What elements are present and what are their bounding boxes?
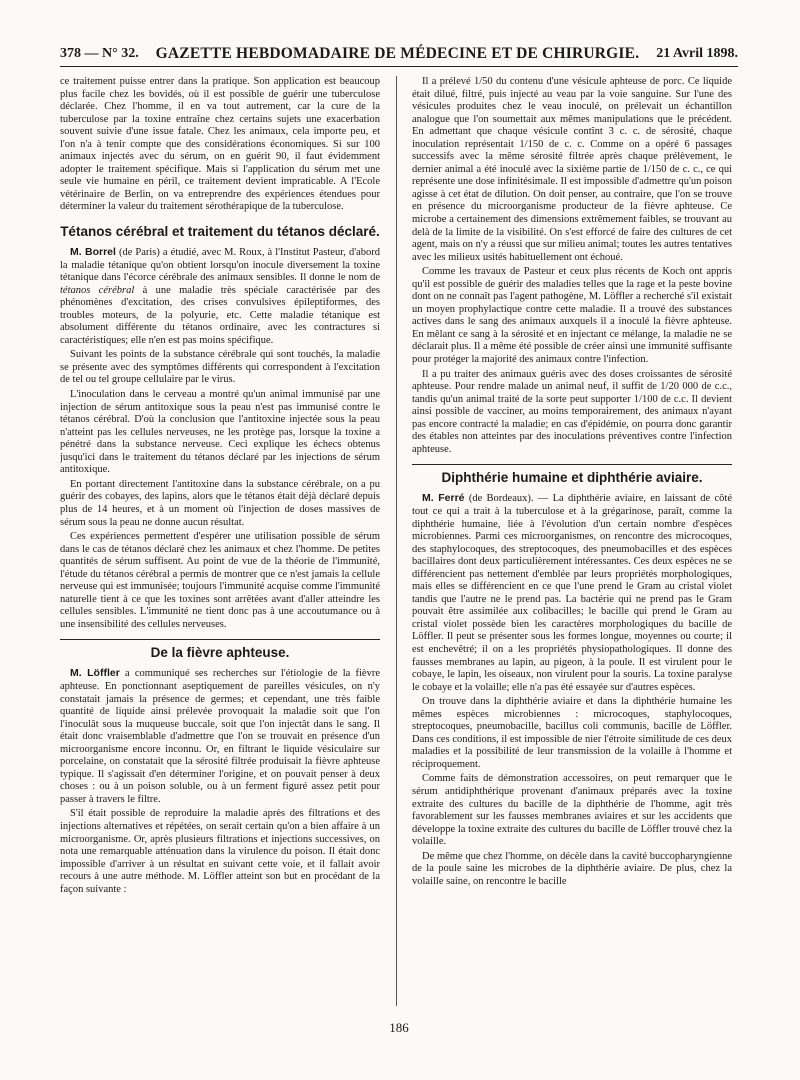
header-left (60, 46, 139, 62)
issue-number: — N° 32. (84, 46, 139, 61)
page-number: 378 (60, 46, 81, 61)
tetanos-p1-italic: tétanos cérébral (60, 284, 135, 296)
author-borrel: M. Borrel (70, 246, 116, 259)
journal-page (60, 30, 738, 1070)
tetanos-p1-text: (de Paris) a étudié, avec M. Roux, à l'Institut Pasteur, d'abord la maladie tétanique qu'on obtient lorsqu'on inocule diversement la toxine tétanique dans l'écorce cérébrale des animaux sensibles. Il donne le nom de (60, 247, 380, 284)
tetanos-paragraph-5: Ces expériences permettent d'espérer une utilisation possible de sérum dans le cas de tétanos déclaré chez les animaux et chez l'homme. De petites quantités de sérum suffisent. Au point de vue de la théorie de l'immunité, l'étude du tétanos cérébral a permis de montrer que ce n'est jamais la cellule nerveuse qui est immunisée; toujours l'immunité acquise comme l'immunité naturelle tient à ce que les toxines sont arrêtées avant d'aller atteindre les cellules sensibles. L'immunité ne tient donc pas à une accoutumance ou à une insensibilité des cellules nerveuses. (60, 531, 380, 630)
tetanos-paragraph-4: En portant directement l'antitoxine dans la substance cérébrale, on a pu guérir des cobayes, des lapins, alors que le tétanos était déjà déclaré depuis plus de 14 heures, et à un moment où l'injection de doses massives de sérum sous la peau ne donne aucun résultat. (60, 478, 380, 528)
issue-date: 21 Avril 1898. (656, 46, 738, 61)
right-column (412, 76, 732, 1006)
aphteuse-paragraph-1 (60, 667, 380, 806)
running-header (60, 42, 738, 67)
diphtherie-p1-text: (de Bordeaux). — La diphthérie aviaire, en laissant de côté tout ce qui a trait à la tuberculose et à la grégarinose, paraît, comme la diphthérie humaine, liée à l'évolution d'un certain nombre d'espèces microbiennes. Parmi ces microorganismes, on rencontre des microcoques, des staphylocoques, des streptocoques, des pneumobacilles et des espèces bacillaires dont deux particulièrement intéressantes. Ces deux espèces ne se différencient pas nettement d'emblée par leurs propriétés morphologiques, mais elles se différencient en ce que l'une prend le Gram au cristal violet tandis que l'autre ne le prend pas. La bactérie qui ne prend pas le Gram pouvait être assimilée aux colibacilles; le bacille qui prend le Gram au cristal violet possède bien les caractères morphologiques du bacille de Löffler. Il peut se présenter sous les formes longue, moyennes ou courte; il est enchevêtré; il on a les propriétés physiopathologiques. Il donne des fausses membranes au lapin, au pigeon, à la poule. Il est virulent pour le cobaye, le lapin, les oiseaux, non virulent pour la souris. La toxine paralyse le cobaye et la volaille; elle n'a pas été essayée sur d'autres espèces. (412, 493, 732, 693)
intro-paragraph: ce traitement puisse entrer dans la pratique. Son application est beaucoup plus facile chez les bovidés, où il est possible de guérir une tuberculose déclarée. Chez l'homme, il en va tout autrement, car la cure de la tuberculose par la toxine entraîne chez certains sujets une exacerbation souvent suivie d'une issue fatale. Chez les animaux, cela importe peu, et l'on n'a à tenir compte que des considérations économiques. Si sur 100 animaux injectés avec du sérum, on en guérit 90, il faut évidemment adopter le traitement spécifique. Mais si l'application du sérum met une seule vie humaine en péril, ce traitement devient impraticable. A l'Ecole vétérinaire de Berlin, on va entreprendre des expériences étendues pour déterminer la valeur du traitement sérothérapique de la tuberculose. (60, 76, 380, 213)
column-divider (396, 76, 397, 1006)
diphtherie-paragraph-4: De même que chez l'homme, on décèle dans la cavité buccopharyngienne de la poule saine les microbes de la diphthérie aviaire. De plus, chez la volaille saine, on rencontre le bacille (412, 850, 732, 887)
folio-number: 186 (389, 1020, 409, 1035)
author-ferre: M. Ferré (422, 492, 465, 505)
tetanos-paragraph-2: Suivant les points de la substance cérébrale qui sont touchés, la maladie se présente avec des symptômes différents qui correspondent à l'excitation de tel ou tel groupe cellulaire par le virus. (60, 349, 380, 386)
aphteuse-paragraph-5: Il a pu traiter des animaux guéris avec des doses croissantes de sérosité aphteuse. Pour rendre malade un animal neuf, il suffit de 1/20 000 de c.c., tandis qu'un animal traité de la sorte peut supporter 1/100 de c.c. Il devient ainsi possible de vacciner, au moins temporairement, des animaux n'ayant pas encore contracté la maladie; en cas d'épidémie, on pourra donc garantir des étables non atteintes par des inoculations préventives contre l'infection aphteuse. (412, 368, 732, 455)
section-heading-diphtherie: Diphthérie humaine et diphthérie aviaire. (412, 464, 732, 486)
tetanos-paragraph-3: L'inoculation dans le cerveau a montré qu'un animal immunisé par une injection de sérum antitoxique sous la peau n'est pas immunisé contre le tétanos cérébral. D'où la conclusion que l'antitoxine injectée sous la peau n'atteint pas les cellules nerveuses, ne les protège pas, lorsque la toxine a pénétré dans la substance nerveuse. Ceci explique les échecs obtenus jusqu'ici dans le traitement du tétanos déclaré par les injections de sérum antitoxique. (60, 389, 380, 476)
diphtherie-paragraph-3: Comme faits de démonstration accessoires, on peut remarquer que le sérum antidiphthérique provenant d'animaux préparés avec la toxine extraite des cultures du bacille de la diphthérie de l'homme, agit très favorablement sur les fausses membranes aviaires et sur les accidents que développe la toxine extraite des cultures du bacille de Löffler trouvé chez la volaille. (412, 773, 732, 848)
aphteuse-p1-text: a communiqué ses recherches sur l'étiologie de la fièvre aphteuse. En ponctionnant aseptiquement de pareilles vésicules, on n'y constatait jamais la présence de germes; et cependant, une très faible quantité de liquide ainsi prélevée provoquait la maladie soit que l'on l'inoculât sous la muqueuse buccale, soit que l'on injectât dans le sang. Il était donc vraisemblable d'admettre que l'on se trouvait en présence d'un microorganisme encore inconnu. Or, en filtrant le liquide vésiculaire sur porcelaine, on constatait que la sérosité filtrée produisait la fièvre aphteuse typique. Il s'agissait d'en déterminer l'origine, et on pouvait penser à deux choses : ou à un poison soluble, ou à un ferment figuré assez petit pour passer à travers le filtre. (60, 668, 380, 805)
left-column (60, 76, 380, 1006)
aphteuse-paragraph-4: Comme les travaux de Pasteur et ceux plus récents de Koch ont appris qu'il est possible de guérir des maladies telles que la rage et la peste bovine dont on ne connaît pas l'agent pathogène, M. Löffler a recherché s'il existait un moyen prophylactique contre cette maladie. Il a trouvé des substances actives dans le sang des animaux auxquels il a inoculé la fièvre aphteuse. En mêlant ce sang à la sérosité et en injectant ce mélange, la maladie ne se déclarait plus. Il a même été possible de créer ainsi une immunité suffisante pour protéger la majorité des animaux contre l'infection. (412, 266, 732, 366)
aphteuse-paragraph-3: Il a prélevé 1/50 du contenu d'une vésicule aphteuse de porc. Ce liquide était dilué, filtré, puis injecté au veau par la voie sanguine. Sur l'une des vésicules produites chez le veau inoculé, on prélevait un échantillon analogue que l'on soumettait aux mêmes manipulations que le précédent. En admettant que chaque vésicule contînt 3 c. c. de sérosité, chaque inoculation représentait 1/150 de c. c. Comme on a opéré 6 passages successifs avec la même sérosité filtrée après chaque prélèvement, le dernier animal a été inoculé avec la sixième partie de 1/150 de c. c., ce qui représente une dose infinitésimale. Il est impossible d'admettre qu'un poison agisse à cet état de dilution. On doit penser, au contraire, que l'on se trouve en présence du microorganisme producteur de la fièvre aphteuse. Ce microbe a certainement des dimensions extrêmement faibles, se trouvant au delà de la limite de la visibilité. On s'est efforcé de faire des cultures de cet agent, mais on n'y a réussi que sur milieu animal; toutes les autres tentatives avec les milieux usités habituellement ont échoué. (412, 76, 732, 263)
section-heading-fievre-aphteuse: De la fièvre aphteuse. (60, 639, 380, 661)
tetanos-paragraph-1 (60, 246, 380, 347)
author-loffler: M. Löffler (70, 667, 120, 680)
diphtherie-paragraph-1 (412, 492, 732, 694)
tetanos-p1-end: à une maladie très spéciale caractérisée par des phénomènes d'excitation, des crises convulsives épileptiformes, des troubles moteurs, de la polyurie, etc. Cette maladie tétanique est absolument différente du tétanos ordinaire, avec les contractures si caractéristiques; elle n'en est pas moins spécifique. (60, 284, 380, 346)
section-heading-tetanos: Tétanos cérébral et traitement du tétanos déclaré. (60, 224, 380, 240)
aphteuse-paragraph-2: S'il était possible de reproduire la maladie après des filtrations et des injections alternatives et répétées, on serait certain qu'on a bien affaire à un microorganisme. Or, après plusieurs filtrations et injections successives, on nota une remarquable atténuation dans la virulence du poison. Il était donc impossible d'arriver à un résultat en suivant cette voie, et il fallait avoir recours à une autre méthode. M. Löffler atteint son but en procédant de la façon suivante : (60, 808, 380, 895)
diphtherie-paragraph-2: On trouve dans la diphthérie aviaire et dans la diphthérie humaine les mêmes espèces microbiennes : microcoques, staphylocoques, streptocoques, pneumobacille, bacillus coli communis, bacille de Löffler. Dans ces conditions, il est impossible de nier l'étroite similitude de ces deux maladies et la possibilité de leur transmission de la volaille à l'homme et réciproquement. (412, 696, 732, 770)
journal-title: GAZETTE HEBDOMADAIRE DE MÉDECINE ET DE CHIRURGIE. (155, 45, 640, 62)
